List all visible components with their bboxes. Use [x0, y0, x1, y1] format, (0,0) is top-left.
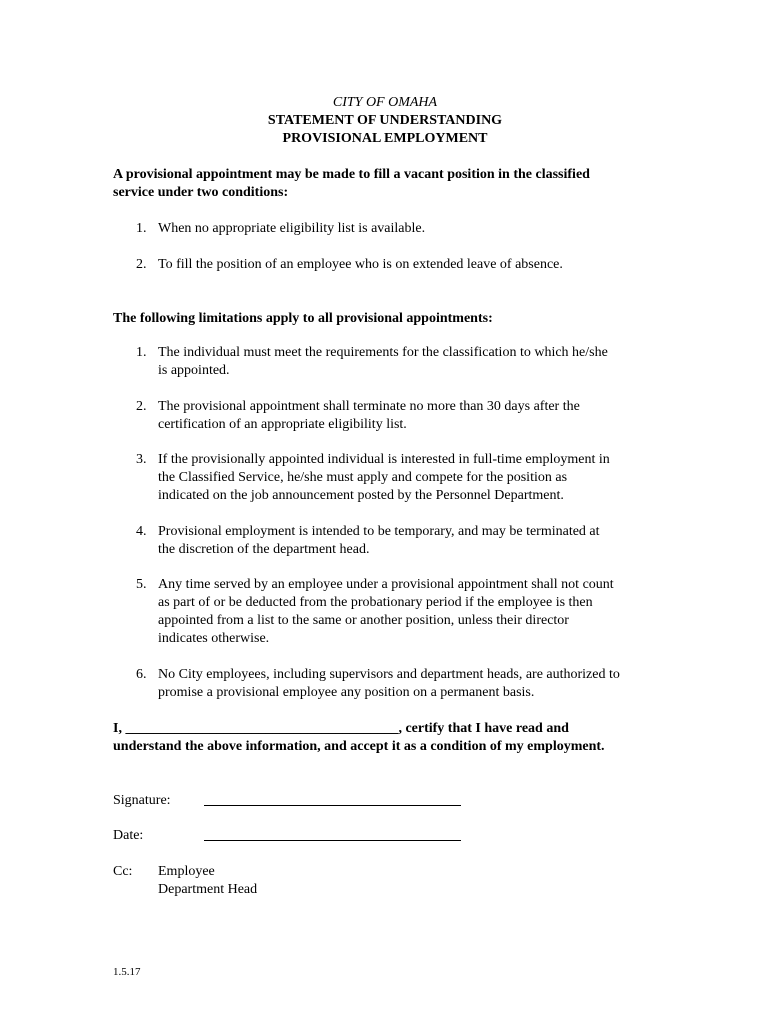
item-number: 1. — [136, 345, 147, 360]
document-title: STATEMENT OF UNDERSTANDING — [267, 113, 503, 128]
item-text — [158, 451, 610, 505]
item-number: 5. — [136, 577, 147, 592]
item-line: indicates otherwise. — [158, 631, 270, 646]
item-line: the Classified Service, he/she must apply and compete for the position as — [158, 470, 568, 485]
item-number: 2. — [136, 399, 147, 414]
item-number: 3. — [136, 452, 147, 467]
document-subtitle: PROVISIONAL EMPLOYMENT — [282, 131, 488, 146]
cc-recipient: Employee — [158, 864, 215, 879]
date-field[interactable] — [204, 840, 461, 841]
version-footer: 1.5.17 — [113, 966, 141, 978]
intro-line: service under two conditions: — [113, 185, 289, 200]
item-text — [158, 398, 580, 434]
limitations-heading: The following limitations apply to all provisional appointments: — [113, 311, 493, 326]
cc-recipients — [158, 863, 257, 899]
item-number: 6. — [136, 667, 147, 682]
date-label: Date: — [113, 828, 144, 843]
item-number: 2. — [136, 257, 147, 272]
item-line: Any time served by an employee under a provisional appointment shall not count — [158, 577, 614, 592]
certification-statement — [113, 720, 605, 756]
cc-label: Cc: — [113, 864, 133, 879]
signature-field[interactable] — [204, 805, 461, 806]
item-text — [158, 523, 600, 559]
item-number: 1. — [136, 221, 147, 236]
item-line: certification of an appropriate eligibility list. — [158, 417, 407, 432]
item-line: is appointed. — [158, 363, 230, 378]
item-line: The individual must meet the requirements for the classification to which he/she — [158, 345, 608, 360]
item-line: the discretion of the department head. — [158, 542, 370, 557]
item-line: No City employees, including supervisors and department heads, are authorized to — [158, 667, 620, 682]
item-line: The provisional appointment shall terminate no more than 30 days after the — [158, 399, 580, 414]
item-line: indicated on the job announcement posted by the Personnel Department. — [158, 488, 564, 503]
certification-line: understand the above information, and accept it as a condition of my employment. — [113, 739, 605, 754]
item-text — [158, 666, 620, 702]
intro-paragraph — [113, 166, 590, 202]
item-text — [158, 576, 614, 648]
item-text: When no appropriate eligibility list is available. — [158, 221, 426, 236]
item-text — [158, 344, 608, 380]
certification-line: I, _______________________________________, certify that I have read and — [113, 721, 569, 736]
item-line: promise a provisional employee any position on a permanent basis. — [158, 685, 535, 700]
item-number: 4. — [136, 524, 147, 539]
cc-recipient: Department Head — [158, 882, 258, 897]
signature-label: Signature: — [113, 793, 171, 808]
item-line: If the provisionally appointed individual is interested in full-time employment in — [158, 452, 610, 467]
item-line: Provisional employment is intended to be temporary, and may be terminated at — [158, 524, 600, 539]
intro-line: A provisional appointment may be made to fill a vacant position in the classified — [113, 167, 590, 182]
item-text: To fill the position of an employee who is on extended leave of absence. — [158, 257, 563, 272]
item-line: as part of or be deducted from the probationary period if the employee is then — [158, 595, 593, 610]
item-line: appointed from a list to the same or another position, unless their director — [158, 613, 569, 628]
city-name: CITY OF OMAHA — [332, 95, 438, 110]
